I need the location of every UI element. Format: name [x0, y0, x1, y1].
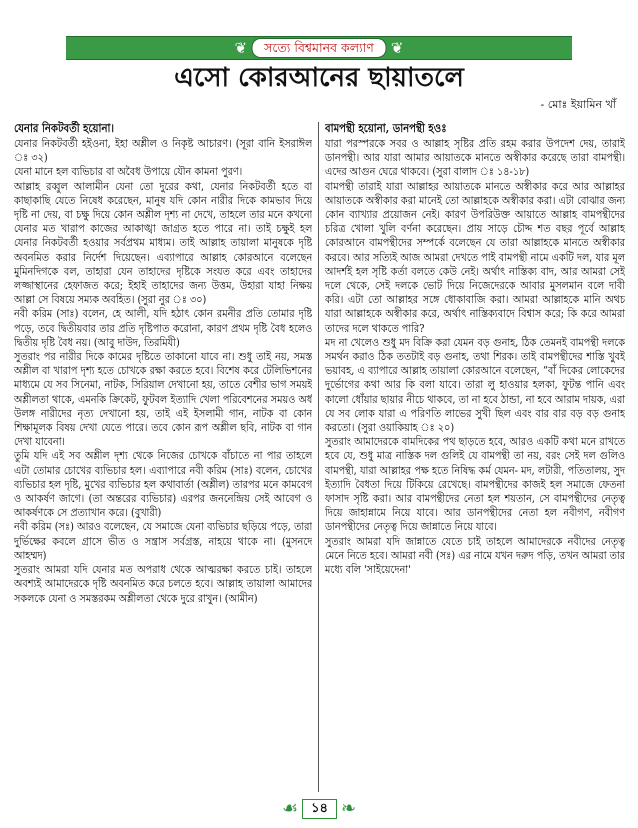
right-column [325, 121, 625, 793]
leaf-ornament-right-icon: ❦ [390, 39, 404, 57]
left-paragraph: নবী করিম (সঃ) আরও বলেছেন, যে সমাজে যেনা ব্যভিচার ছড়িয়ে পড়ে, তারা দুর্ভিক্ষের কবলে গ্রাসে ভীত ও সন্ত্রাস সর্বগ্রস্ত, নাহয়ে থাকে না। (মুসনদে আহম্মদ) [14, 520, 312, 562]
right-paragraph: বামপন্থী তারাই যারা আল্লাহর আয়াতকে মানতে অস্বীকার করে আর আল্লাহর আয়াতকে অস্বীকার করা মানেই তো আল্লাহকে অস্বীকার করা। এটা বোঝার জন্য কোন ব্যাখ্যার প্রয়োজন নেই। কারণ উপরিউক্ত আয়াতে আল্লাহ বামপন্থীদের চরিত্র খোলা খুলি বর্ণনা করেছেন। প্রায় সাড়ে চৌদ্দ শত বছর পূর্বে আল্লাহ কোরআনে বামপন্থীদের সম্পর্কে বলেছেন যে তারা আল্লাহকে মানতে অস্বীকার করবে। আর সত্যিই আজ আমরা দেখতে পাই বামপন্থী নামে একটি দল, যার মূল আদর্শই হল সৃষ্টি কর্তা বলতে কেউ নেই। অর্থাৎ নাস্তিক্য বাদ, আর আমরা সেই দলে থেকে, সেই দলকে ভোট দিয়ে নিজেদেরকে আবার মুসলমান বলে দাবী করি। এটা তো আল্লাহর সঙ্গে ধোকাবাজি করা। আমরা আল্লাহকে মানি অথচ যারা আল্লাহকে অস্বীকার করে, অর্থাৎ নাস্তিক্যবাদে বিশ্বাস করে; কি করে আমরা তাদের দলে থাকতে পারি? [325, 179, 625, 335]
left-paragraph: আল্লাহ রব্বুল আলামীন যেনা তো দুরের কথা, যেনার নিকটবর্তী হতে বা কাছাকাছি যেতে নিষেধ করেছেন, মানুষ যদি কোন নারীর দিকে কামভাব দিয়ে দৃষ্টি না দেয়, বা চক্ষু দিয়ে কোন অশ্লীল দৃশ্য না দেখে, তাহলে তার মনে কখনো যেনার মত খারাপ কাজের আকাঙ্খা জাগ্রত হতে পারে না। তাই চক্ষুই হল যেনার নিকটবর্তী হওয়ার সর্বপ্রথম মাধ্যম। তাই আল্লাহ তায়ালা মানুষকে দৃষ্টি অবনমিত করার নির্দেশ দিয়েছেন। এব্যাপারে আল্লাহ কোরআনে বলেছেন মুমিনদিগকে বল, তাহারা যেন তাহাদের দৃষ্টিকে সংযত করে এবং তাহাদের লজ্জাস্থানের হেফাজত করে; ইহাই তাহাদের জন্য উত্তম, উহারা যাহা নিক্ষয় আল্লা সে বিষয়ে সম্যক অবহিত। (সুরা নুর ঃ ৩০) [14, 179, 312, 307]
right-column-content [325, 121, 625, 577]
left-column [14, 121, 312, 793]
left-paragraph: সুতরাং পর নারীর দিকে কামের দৃষ্টিতে তাকানো যাবে না। শুধু তাই নয়, সমস্ত অশ্লীল বা খারাপ দৃশ্য হতে চোখকে রক্ষা করতে হবে। বিশেষ করে টেলিভিশনের মাধ্যমে যে সব সিনেমা, নাটক, সিরিয়াল দেখানো হয়, তাতে বেশীর ভাগ সময়ই অশ্লীলতা থাকে, এমনকি ক্রিকেট, ফুটবল ইত্যাদি খেলা পরিবেশনের সময়ও অর্ধ উলঙ্গ নারীদের নৃত্য দেখানো হয়, তাই এই ইসলামী গান, নাটক বা কোন শিক্ষামূলক বিষয় দেখা যেতে পারে। তবে কোন রূপ অশ্লীল ছবি, নাটক বা গান দেখা যাবেনা। [14, 350, 312, 449]
article-title: এসো কোরআনের ছায়াতলে [174, 63, 464, 93]
left-paragraph: যেনার নিকটবর্তী হইওনা, ইহা অশ্লীল ও নিকৃষ্ট আচারণ। (সূরা বানি ইসরাঈল ঃ ৩২) [14, 137, 312, 165]
right-paragraph: সুতরাং আমাদেরকে বামদিকের পথ ছাড়তে হবে, আরও একটি কথা মনে রাখতে হবে যে, শুধু মাত্র নাস্তিক দল গুলিই যে বামপন্থী তা নয়, বরং সেই দল গুলিও বামপন্থী, যারা আল্লাহর পক্ষ হতে নিষিদ্ধ কর্ম যেমন- মদ, লটারী, পতিতালয়, সুদ ইত্যাদি বৈধতা দিয়ে টিকিয়ে রেখেছে। বামপন্থীদের কাজই হল সমাজে ফেতনা ফাসাদ সৃষ্টি করা। আর বামপন্থীদের নেতা হল শয়তান, সে বামপন্থীদের নেতৃত্ব দিয়ে জাহান্নামে নিয়ে যাবে। আর ডানপন্থীদের নেতা হল নবীগণ, নবীগণ ডানপন্থীদের নেতৃত্ব দিয়ে জান্নাতে নিয়ে যাবে। [325, 435, 625, 534]
left-paragraph: যেনা মানে হল ব্যভিচার বা অবৈধ উপায়ে যৌন কামনা পুরণ। [14, 165, 243, 179]
leaf-ornament-right-icon: ❧ [340, 798, 357, 819]
left-paragraph: তুমি যদি এই সব অশ্লীল দৃশ্য থেকে নিজের চোখকে বাঁচাতে না পার তাহলে এটা তোমার চোখের ব্যভিচার হল। এব্যাপারে নবী করিম (সাঃ) বলেন, চোখের ব্যভিচার হল দৃষ্টি, মুখের ব্যভিচার হল কথাবার্তা (অশ্লীল) তারপর মনে কামবেগ ও আকর্ষণ জাগে। (তা অন্তরের ব্যভিচার) এরপর জননেন্দ্রিয় সেই আবেগ ও আকর্ষণকে সে প্রত্যাখান করে। (বুখারী) [14, 449, 312, 520]
right-paragraph: মদ না খেলেও শুধু মদ বিক্রি করা যেমন বড় গুনাহ, ঠিক তেমনই বামপন্থী দলকে সমর্থন করাও ঠিক ততটাই বড় গুনাহ, তথা শিরক। তাই বামপন্থীদের শাস্তি খুবই ভয়াবহ, এ ব্যাপারে আল্লাহ তায়ালা কোরআনে বলেছেন, “বাঁ দিকের লোকেদের দুর্ভোগের কথা আর কি বলা যাবে। তারা লু হাওয়ার হলকা, ফুটন্ত পানি এবং কালো ধোঁয়ার ছায়ার নীচে থাকবে, তা না হবে ঠান্ডা, না হবে আরাম দায়ক, এরা যে সব লোক যারা এ পরিণতি লাভের সুখী ছিল এবং বার বার বড় বড় গুনাহ করতো। (সুরা ওয়াকিয়াহ ঃ ২০) [325, 335, 625, 435]
right-paragraph: যারা পরস্পরকে সবর ও আল্লাহ সৃষ্টির প্রতি রহম করার উপদেশ দেয়, তারাই ডানপন্থী। আর যারা আমার আয়াতকে মানতে অস্বীকার করেছে তারা বামপন্থী। এদের আগুন ঘেরে থাকবে। (সুরা বালাদ ঃ ১৪-১৮) [325, 137, 625, 179]
page-footer [0, 796, 638, 822]
right-paragraph: সুতরাং আমরা যদি জান্নাতে যেতে চাই তাহলে আমাদেরকে নবীদের নেতৃত্ব মেনে নিতে হবে। আমরা নবী (সঃ) এর নামে যখন দরুদ পড়ি, তখন আমরা তার মধ্যে বলি 'সাইয়েদেনা' [325, 534, 625, 577]
header-banner [66, 36, 572, 60]
banner-center [235, 37, 404, 59]
left-column-content [14, 121, 312, 606]
left-paragraph: নবী করিম (সাঃ) বলেন, হে আলী, যদি হঠাৎ কোন রমনীর প্রতি তোমার দৃষ্টি পড়ে, তবে দ্বিতীয়বার তার প্রতি দৃষ্টিপাত করোনা, কারণ প্রথম দৃষ্টি বৈধ হলেও দ্বিতীয় দৃষ্টি বৈধ নয়। (আবু দাউদ, তিরমিযী) [14, 307, 312, 349]
leaf-ornament-left-icon: ☙ [281, 798, 299, 819]
left-paragraph: সুতরাং আমরা যদি যেনার মত অপরাধ থেকে আত্মরক্ষা করতে চাই। তাহলে অবশ্যই আমাদেরকে দৃষ্টি অবনমিত করে চলতে হবে। আল্লাহ তায়ালা আমাদের সকলকে যেনা ও সমস্তরকম অশ্লীলতা থেকে দুরে রাখুন। (আমীন) [14, 563, 312, 605]
leaf-ornament-left-icon: ❦ [234, 39, 248, 57]
banner-slogan: সত্যে বিশ্বমানব কল্যাণ [251, 38, 387, 58]
right-section-heading: বামপন্থী হয়োনা, ডানপন্থী হওঃ [325, 121, 447, 135]
page-number: ১৪ [302, 799, 337, 819]
column-divider [318, 122, 319, 792]
left-section-heading: যেনার নিকটবর্তী হয়োনা। [14, 121, 115, 135]
article-author: - মোঃ ইয়ামিন খাঁ [540, 98, 616, 111]
